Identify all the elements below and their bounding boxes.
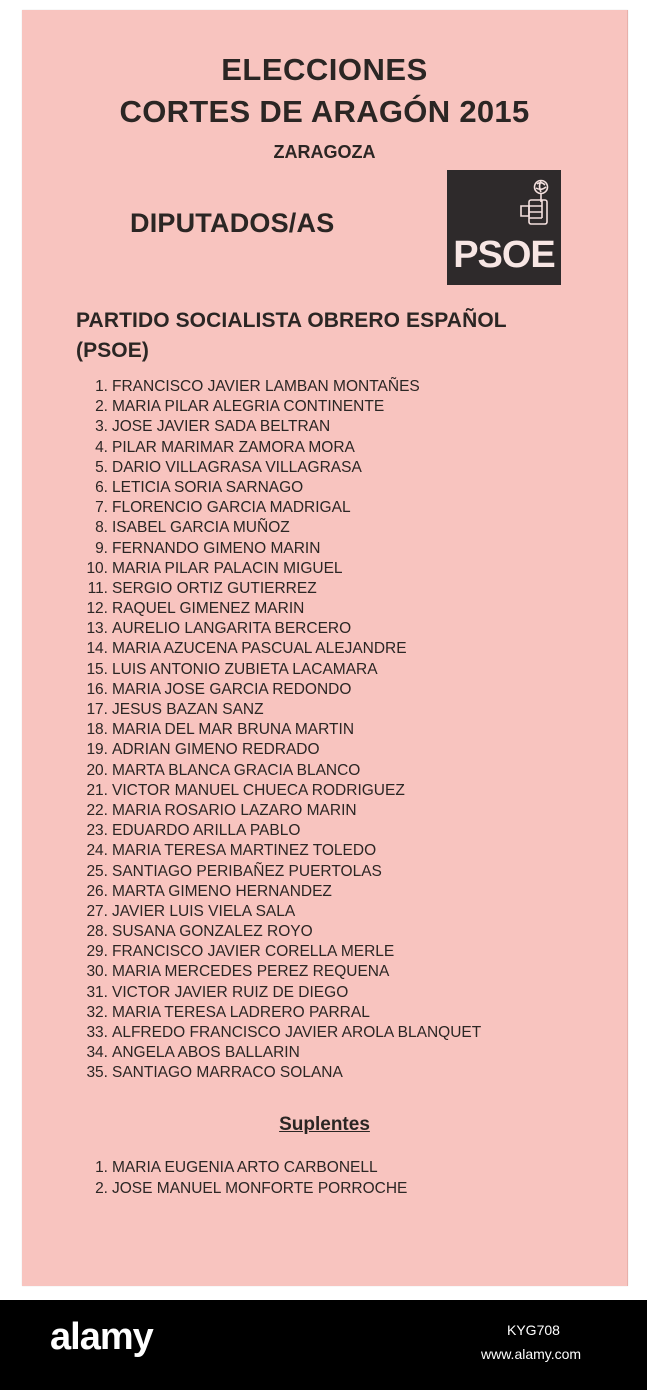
candidate-item-name: ANGELA ABOS BALLARIN [112,1044,300,1062]
candidate-item-number: 1. [95,378,108,395]
candidate-item-number: 14. [86,640,108,658]
candidate-item [70,458,481,478]
candidate-item-number: 19. [86,741,108,759]
candidate-item-name: SANTIAGO PERIBAÑEZ PUERTOLAS [112,862,382,880]
candidate-item-number: 30. [86,963,108,981]
election-subtitle: CORTES DE ARAGÓN 2015 [119,94,530,129]
candidate-item [70,438,481,458]
candidate-item-name: FRANCISCO JAVIER LAMBAN MONTAÑES [112,378,420,395]
candidate-item-name: MARIA ROSARIO LAZARO MARIN [112,801,357,819]
party-acronym: (PSOE) [76,339,149,362]
party-name [76,306,596,366]
candidate-item-number: 8. [95,519,108,537]
candidate-item [70,539,481,559]
candidate-item [70,821,481,841]
candidate-item-name: VICTOR JAVIER RUIZ DE DIEGO [112,983,349,1001]
candidate-item-number: 9. [95,539,108,557]
candidate-item-number: 2. [95,398,108,416]
candidate-item-name: FERNANDO GIMENO MARIN [112,539,321,557]
psoe-logo [447,170,561,285]
candidate-item-name: SERGIO ORTIZ GUTIERREZ [112,579,317,597]
candidate-item-number: 21. [86,781,108,799]
candidate-item-number: 23. [86,822,108,840]
candidate-item [70,478,481,498]
candidate-item [70,559,481,579]
candidate-item [70,720,481,740]
candidate-item-number: 5. [95,458,108,476]
candidate-item-name: PILAR MARIMAR ZAMORA MORA [112,438,355,456]
candidate-item [70,781,481,801]
candidate-item-name: ALFREDO FRANCISCO JAVIER AROLA BLANQUET [112,1024,482,1041]
candidate-item-name: MARIA AZUCENA PASCUAL ALEJANDRE [112,640,407,658]
candidate-item-name: SANTIAGO MARRACO SOLANA [112,1064,343,1082]
candidate-item-name: SUSANA GONZALEZ ROYO [112,923,313,941]
office-label: DIPUTADOS/AS [130,208,335,238]
stock-site-url: www.alamy.com [481,1346,582,1362]
candidate-item-number: 12. [86,600,108,618]
candidate-item-name: MARIA TERESA LADRERO PARRAL [112,1003,370,1021]
substitute-item-number: 1. [95,1159,108,1176]
candidate-item-name: FLORENCIO GARCIA MADRIGAL [112,499,351,517]
candidate-item-number: 26. [86,882,108,900]
candidate-item [70,761,481,781]
candidate-item [70,1043,481,1063]
candidate-item-number: 28. [86,923,108,941]
candidate-item [70,1003,481,1023]
watermark-footer [0,1300,647,1390]
candidate-item-name: MARIA MERCEDES PEREZ REQUENA [112,963,390,981]
candidate-item-number: 25. [86,862,108,880]
candidate-item-number: 18. [86,721,108,739]
candidate-item-name: AURELIO LANGARITA BERCERO [112,620,352,638]
candidate-item-name: EDUARDO ARILLA PABLO [112,822,301,840]
candidate-item-name: MARIA DEL MAR BRUNA MARTIN [112,721,355,739]
candidate-item [70,639,481,659]
substitute-item-number: 2. [95,1180,108,1197]
candidate-item-name: JOSE JAVIER SADA BELTRAN [112,418,331,436]
candidate-item-number: 3. [95,418,108,436]
candidate-item-name: JESUS BAZAN SANZ [112,701,264,718]
candidate-item [70,700,481,720]
candidate-item-number: 34. [86,1044,108,1062]
candidate-item-number: 7. [95,499,108,517]
candidate-item-name: ADRIAN GIMENO REDRADO [112,741,320,759]
candidate-item-name: FRANCISCO JAVIER CORELLA MERLE [112,943,395,961]
candidate-item-number: 11. [87,579,108,597]
candidate-item-number: 24. [86,842,108,860]
substitute-item-name: JOSE MANUEL MONFORTE PORROCHE [112,1180,408,1197]
substitute-item [70,1178,407,1199]
fist-and-rose-icon [517,178,553,230]
candidate-item [70,680,481,700]
candidate-item-number: 6. [95,478,108,496]
candidate-item-name: DARIO VILLAGRASA VILLAGRASA [112,458,362,476]
candidate-item-number: 17. [86,701,108,718]
party-full-name: PARTIDO SOCIALISTA OBRERO ESPAÑOL [76,309,507,332]
candidate-item [70,740,481,760]
candidate-item-number: 29. [86,943,108,961]
stock-image-id: KYG708 [507,1322,560,1338]
candidate-item-name: ISABEL GARCIA MUÑOZ [112,519,290,537]
candidate-item [70,983,481,1003]
substitutes-heading: Suplentes [279,1114,370,1135]
candidate-item [70,377,481,397]
candidate-item-number: 22. [86,801,108,819]
candidate-item-number: 13. [86,620,108,638]
candidate-item [70,518,481,538]
district-label: ZARAGOZA [273,142,376,162]
candidate-item-name: MARIA JOSE GARCIA REDONDO [112,680,352,698]
candidate-item [70,579,481,599]
candidate-item [70,417,481,437]
candidate-item-name: MARTA GIMENO HERNANDEZ [112,882,332,900]
candidate-item [70,841,481,861]
candidate-item [70,599,481,619]
candidate-item [70,962,481,982]
substitute-item-name: MARIA EUGENIA ARTO CARBONELL [112,1159,378,1176]
candidate-item [70,1023,481,1043]
candidate-item-name: MARIA PILAR PALACIN MIGUEL [112,559,343,577]
candidate-item-number: 33. [86,1024,108,1041]
candidate-item-number: 35. [86,1064,108,1082]
ballot-paper [22,10,628,1286]
substitutes-list [70,1157,407,1199]
candidate-item-name: VICTOR MANUEL CHUECA RODRIGUEZ [112,781,405,799]
candidate-item [70,902,481,922]
candidate-item [70,922,481,942]
substitute-item [70,1157,407,1178]
logo-text: PSOE [453,234,555,276]
candidate-item-name: JAVIER LUIS VIELA SALA [112,902,296,920]
candidate-item-name: LUIS ANTONIO ZUBIETA LACAMARA [112,660,378,678]
candidate-list [70,377,481,1084]
stock-brand-logo: alamy [50,1316,153,1358]
candidate-item [70,942,481,962]
candidate-item [70,862,481,882]
candidate-item-name: MARIA PILAR ALEGRIA CONTINENTE [112,398,385,416]
candidate-item [70,801,481,821]
candidate-item [70,397,481,417]
candidate-item-name: RAQUEL GIMENEZ MARIN [112,600,305,618]
election-title: ELECCIONES [221,52,428,87]
candidate-item-number: 27. [86,902,108,920]
candidate-item [70,882,481,902]
candidate-item-name: MARTA BLANCA GRACIA BLANCO [112,761,361,779]
candidate-item-name: MARIA TERESA MARTINEZ TOLEDO [112,842,377,860]
candidate-item-name: LETICIA SORIA SARNAGO [112,478,304,496]
candidate-item-number: 20. [86,761,108,779]
candidate-item-number: 16. [86,680,108,698]
candidate-item [70,660,481,680]
candidate-item [70,498,481,518]
candidate-item-number: 31. [86,983,108,1001]
candidate-item [70,1063,481,1083]
candidate-item-number: 4. [95,438,108,456]
candidate-item-number: 15. [86,660,108,678]
candidate-item-number: 10. [86,559,108,577]
candidate-item-number: 32. [86,1003,108,1021]
candidate-item [70,619,481,639]
